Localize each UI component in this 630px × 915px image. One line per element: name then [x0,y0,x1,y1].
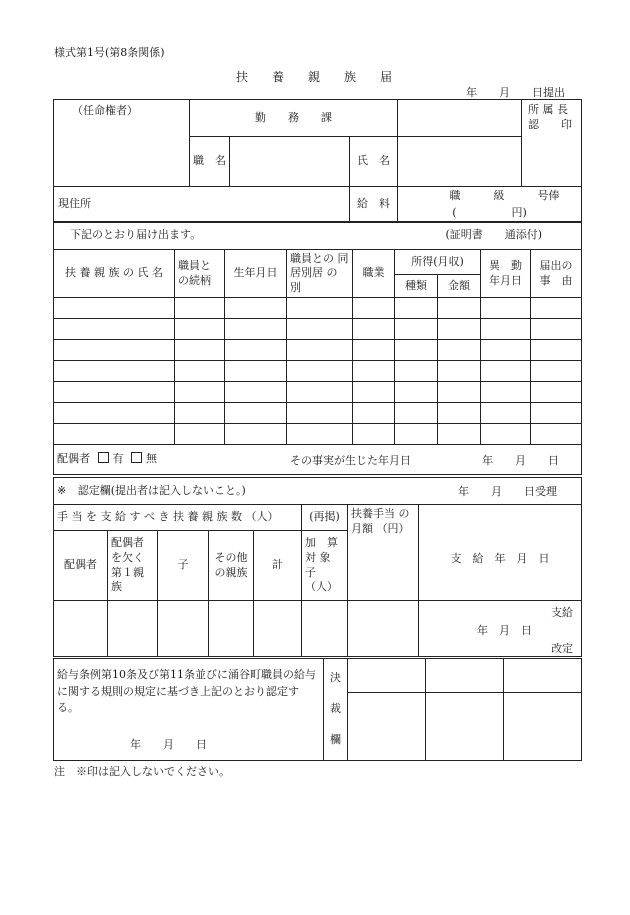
table-row[interactable] [54,382,582,403]
value-child[interactable] [158,601,209,657]
table-row[interactable] [54,403,582,424]
header-table [53,99,582,223]
grid-addition-target: 加 算 対 象 子 （人） [302,531,348,601]
spouse-yes-label: 有 [112,452,124,466]
approval-text: 給与条例第10条及び第11条並びに涌谷町職員の給与に関する規則の規定に基づき上記のとおり認定する。 [57,668,316,714]
cert-label: 認定欄(提出者は記入しないこと。) [77,483,246,497]
attachment-note: (証明書 通添付) [445,228,543,242]
fact-date-value[interactable]: 年 月 日 [482,454,559,467]
approval-text-cell [54,659,324,761]
value-other[interactable] [209,601,254,657]
payment-date-header: 支 給 年 月 日 [419,505,582,601]
count-header: 手 当 を 支 給 す べ き 扶 養 親 族 数 （人） [54,505,302,531]
table-row[interactable] [54,361,582,382]
supervisor-seal-box[interactable] [521,136,582,187]
value-payment-date[interactable] [419,601,582,657]
value-addition[interactable] [302,601,348,657]
decision-box[interactable] [348,659,426,693]
value-total[interactable] [254,601,302,657]
dependents-table [53,221,582,475]
col-change-date: 異 動 年月日 [481,250,531,298]
appointer-cell[interactable] [54,100,190,187]
address-label: 現住所 [58,197,91,211]
approval-date[interactable]: 年 月 日 [130,738,207,751]
approval-table [53,658,582,761]
form-number: 様式第1号(第8条関係) [54,46,165,59]
decision-box[interactable] [348,693,426,761]
col-reason: 届出の 事 由 [531,250,582,298]
statement-text: 下記のとおり届け出ます。 [70,228,202,242]
payment-date-ym: 年 月 日 [477,624,532,637]
value-spouse[interactable] [54,601,108,657]
pay-label: 支給 [551,606,574,619]
col-income-type: 種類 [395,275,438,298]
value-child-without-spouse[interactable] [108,601,158,657]
grid-child-without-spouse: 配偶者 を欠く 第１親 族 [108,531,158,601]
col-name: 扶 養 親 族 の 氏 名 [54,250,175,298]
fact-date-label: その事実が生じた年月日 [290,454,411,467]
spouse-label: 配偶者 [57,452,90,466]
decision-box[interactable] [504,659,582,693]
salary-field[interactable] [398,187,582,223]
footnote: 注 ※印は記入しないでください。 [54,765,230,778]
grid-child: 子 [158,531,209,601]
submit-date: 年 月 日提出 [466,86,565,99]
revise-label: 改定 [551,642,574,655]
decision-label: 決 裁 欄 [324,659,348,761]
form-title: 扶 養 親 族 届 [236,70,393,84]
name-label: 氏 名 [350,137,398,187]
supervisor-label-1: 所 属 長 [528,103,568,116]
grid-other-relatives: その他 の親族 [209,531,254,601]
supervisor-seal-header [521,99,582,138]
decision-box[interactable] [426,693,504,761]
table-row[interactable] [54,319,582,340]
cert-mark: ※ [57,483,67,497]
cert-row [54,478,582,505]
salary-label: 給 料 [350,187,398,223]
col-relation: 職員と の続柄 [175,250,225,298]
salary-grade: 職 級 号俸 [449,189,560,202]
spouse-row [54,445,582,475]
table-row[interactable] [54,424,582,445]
department-cell [190,100,398,137]
supervisor-label-2: 認 印 [528,118,572,132]
spouse-no-checkbox[interactable] [131,452,142,463]
decision-box[interactable] [504,693,582,761]
monthly-amount-header: 扶養手当 の月額 （円） [348,505,419,601]
col-income: 所得(月収) [395,250,481,275]
appointer-label: （任命権者） [72,104,138,117]
department-label: 勤 務 課 [255,110,332,124]
value-monthly-amount[interactable] [348,601,419,657]
repost-header: (再掲) [302,505,348,531]
statement-row [54,222,582,250]
cert-received-date[interactable]: 年 月 日受理 [458,485,557,498]
col-occupation: 職業 [353,250,395,298]
col-birth: 生年月日 [225,250,287,298]
table-row[interactable] [54,340,582,361]
col-cohabit: 職員との 同居別居 の 別 [287,250,353,298]
spouse-no-label: 無 [146,452,157,466]
decision-box[interactable] [426,659,504,693]
spouse-yes-checkbox[interactable] [98,452,109,463]
grid-spouse: 配偶者 [54,531,108,601]
position-label: 職 名 [190,137,230,187]
grid-total: 計 [254,531,302,601]
table-row[interactable] [54,298,582,319]
certification-table [53,477,582,657]
address-cell[interactable] [54,187,350,223]
col-income-amount: 金額 [438,275,481,298]
salary-amount: ( 円) [452,205,527,219]
position-field[interactable] [230,137,350,187]
